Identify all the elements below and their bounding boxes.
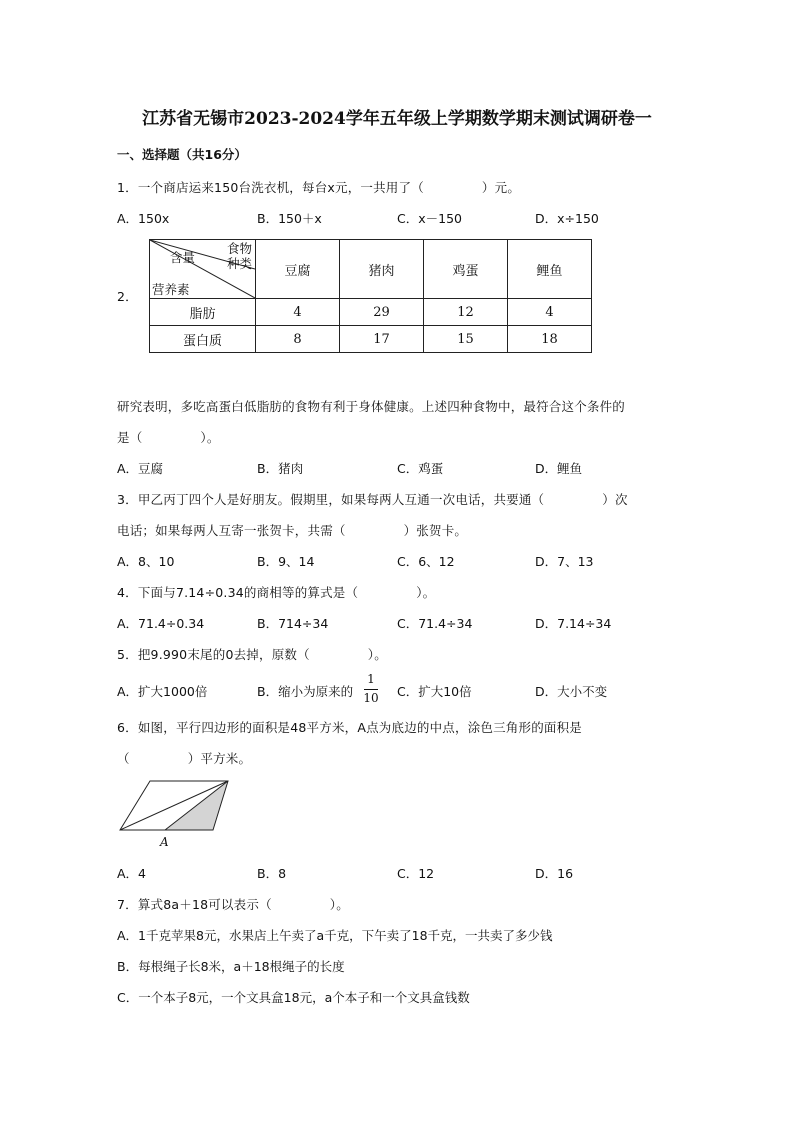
q7-option-a: A．1千克苹果8元，水果店上午卖了a千克，下午卖了18千克，一共卖了多少钱 (117, 928, 553, 943)
q3-option-d: D．7、13 (535, 554, 594, 569)
q5-option-c: C．扩大10倍 (397, 684, 472, 699)
point-a-label: A (160, 835, 169, 849)
q1-option-d: D．x÷150 (535, 211, 599, 226)
q2-option-a: A．豆腐 (117, 461, 164, 476)
q1-option-b: B．150＋x (257, 211, 322, 226)
parallelogram-figure (115, 778, 235, 850)
question-5-stem (117, 645, 387, 663)
q1-option-a: A．150x (117, 211, 170, 226)
question-4-text: 4．下面与7.14÷0.34的商相等的算式是（ (117, 585, 359, 600)
table-row (150, 299, 592, 326)
question-5-text-end: ）。 (367, 647, 387, 662)
q7-option-b: B．每根绳子长8米，a＋18根绳子的长度 (117, 959, 345, 974)
table-cell: 17 (340, 326, 424, 353)
q4-option-d: D．7.14÷34 (535, 616, 612, 631)
question-3-text: 电话；如果每两人互寄一张贺卡，共需（ (117, 523, 346, 538)
q6-option-b: B．8 (257, 866, 287, 881)
table-cell: 12 (424, 299, 508, 326)
q3-option-a: A．8、10 (117, 554, 175, 569)
question-3-line1 (117, 490, 628, 508)
q5-option-b: B．缩小为原来的 (257, 684, 354, 699)
q4-option-c: C．71.4÷34 (397, 616, 473, 631)
table-header: 豆腐 (256, 240, 340, 299)
table-row-label: 脂肪 (150, 299, 256, 326)
question-4-text-end: ）。 (416, 585, 436, 600)
q6-option-d: D．16 (535, 866, 574, 881)
nutrition-table (149, 239, 592, 353)
fraction-bar (364, 689, 378, 690)
table-cell: 29 (340, 299, 424, 326)
question-6-line1: 6．如图，平行四边形的面积是48平方米，A点为底边的中点，涂色三角形的面积是 (117, 720, 583, 735)
q4-option-a: A．71.4÷0.34 (117, 616, 205, 631)
question-3-text-end: ）次 (602, 492, 628, 507)
q3-option-b: B．9、14 (257, 554, 315, 569)
q5-option-a: A．扩大1000倍 (117, 684, 208, 699)
question-2-text-end: ）。 (200, 430, 220, 445)
q3-option-c: C．6、12 (397, 554, 455, 569)
question-6-text: （ (117, 751, 130, 766)
question-3-line2 (117, 521, 467, 539)
question-2-text-line1: 研究表明，多吃高蛋白低脂肪的食物有利于身体健康。上述四种食物中，最符合这个条件的 (117, 399, 626, 414)
question-4-stem (117, 583, 435, 601)
q2-option-d: D．鲤鱼 (535, 461, 583, 476)
q5-option-d: D．大小不变 (535, 684, 608, 699)
question-3-text-end: ）张贺卡。 (403, 523, 468, 538)
corner-label-food: 食物 (226, 241, 252, 256)
table-corner-cell (150, 240, 256, 299)
question-1-text-end: ）元。 (481, 180, 521, 195)
q2-option-c: C．鸡蛋 (397, 461, 444, 476)
corner-label-kind: 种类 (226, 256, 252, 271)
fraction-numerator: 1 (367, 672, 375, 686)
table-cell: 4 (256, 299, 340, 326)
corner-label-amount: 含量 (170, 250, 196, 265)
q6-option-c: C．12 (397, 866, 435, 881)
question-2-text: 是（ (117, 430, 143, 445)
question-6-text-end: ）平方米。 (187, 751, 252, 766)
q2-option-b: B．猪肉 (257, 461, 304, 476)
fraction-denominator: 10 (363, 691, 379, 705)
table-header: 鲤鱼 (508, 240, 592, 299)
question-7-stem (117, 895, 349, 913)
question-1-text: 1．一个商店运来150台洗衣机，每台x元，一共用了（ (117, 180, 424, 195)
q6-option-a: A．4 (117, 866, 147, 881)
question-7-text-end: ）。 (329, 897, 349, 912)
table-header: 鸡蛋 (424, 240, 508, 299)
question-2-number: 2． (117, 289, 138, 304)
corner-label-nutrient: 营养素 (152, 282, 190, 297)
table-cell: 15 (424, 326, 508, 353)
table-row-label: 蛋白质 (150, 326, 256, 353)
question-3-text: 3．甲乙丙丁四个人是好朋友。假期里，如果每两人互通一次电话，共要通（ (117, 492, 545, 507)
q7-option-c: C．一个本子8元，一个文具盒18元，a个本子和一个文具盒钱数 (117, 990, 470, 1005)
question-2-text-line2 (117, 428, 220, 446)
question-5-text: 5．把9.990末尾的0去掉，原数（ (117, 647, 310, 662)
page-title: 江苏省无锡市2023-2024学年五年级上学期数学期末测试调研卷一 (142, 109, 652, 129)
table-cell: 4 (508, 299, 592, 326)
table-cell: 8 (256, 326, 340, 353)
question-1-stem (117, 178, 520, 196)
table-header: 猪肉 (340, 240, 424, 299)
q4-option-b: B．714÷34 (257, 616, 329, 631)
section-heading: 一、选择题（共16分） (117, 147, 247, 162)
question-7-text: 7．算式8a＋18可以表示（ (117, 897, 272, 912)
table-row (150, 326, 592, 353)
question-6-line2 (117, 749, 251, 767)
q1-option-c: C．x－150 (397, 211, 462, 226)
table-cell: 18 (508, 326, 592, 353)
